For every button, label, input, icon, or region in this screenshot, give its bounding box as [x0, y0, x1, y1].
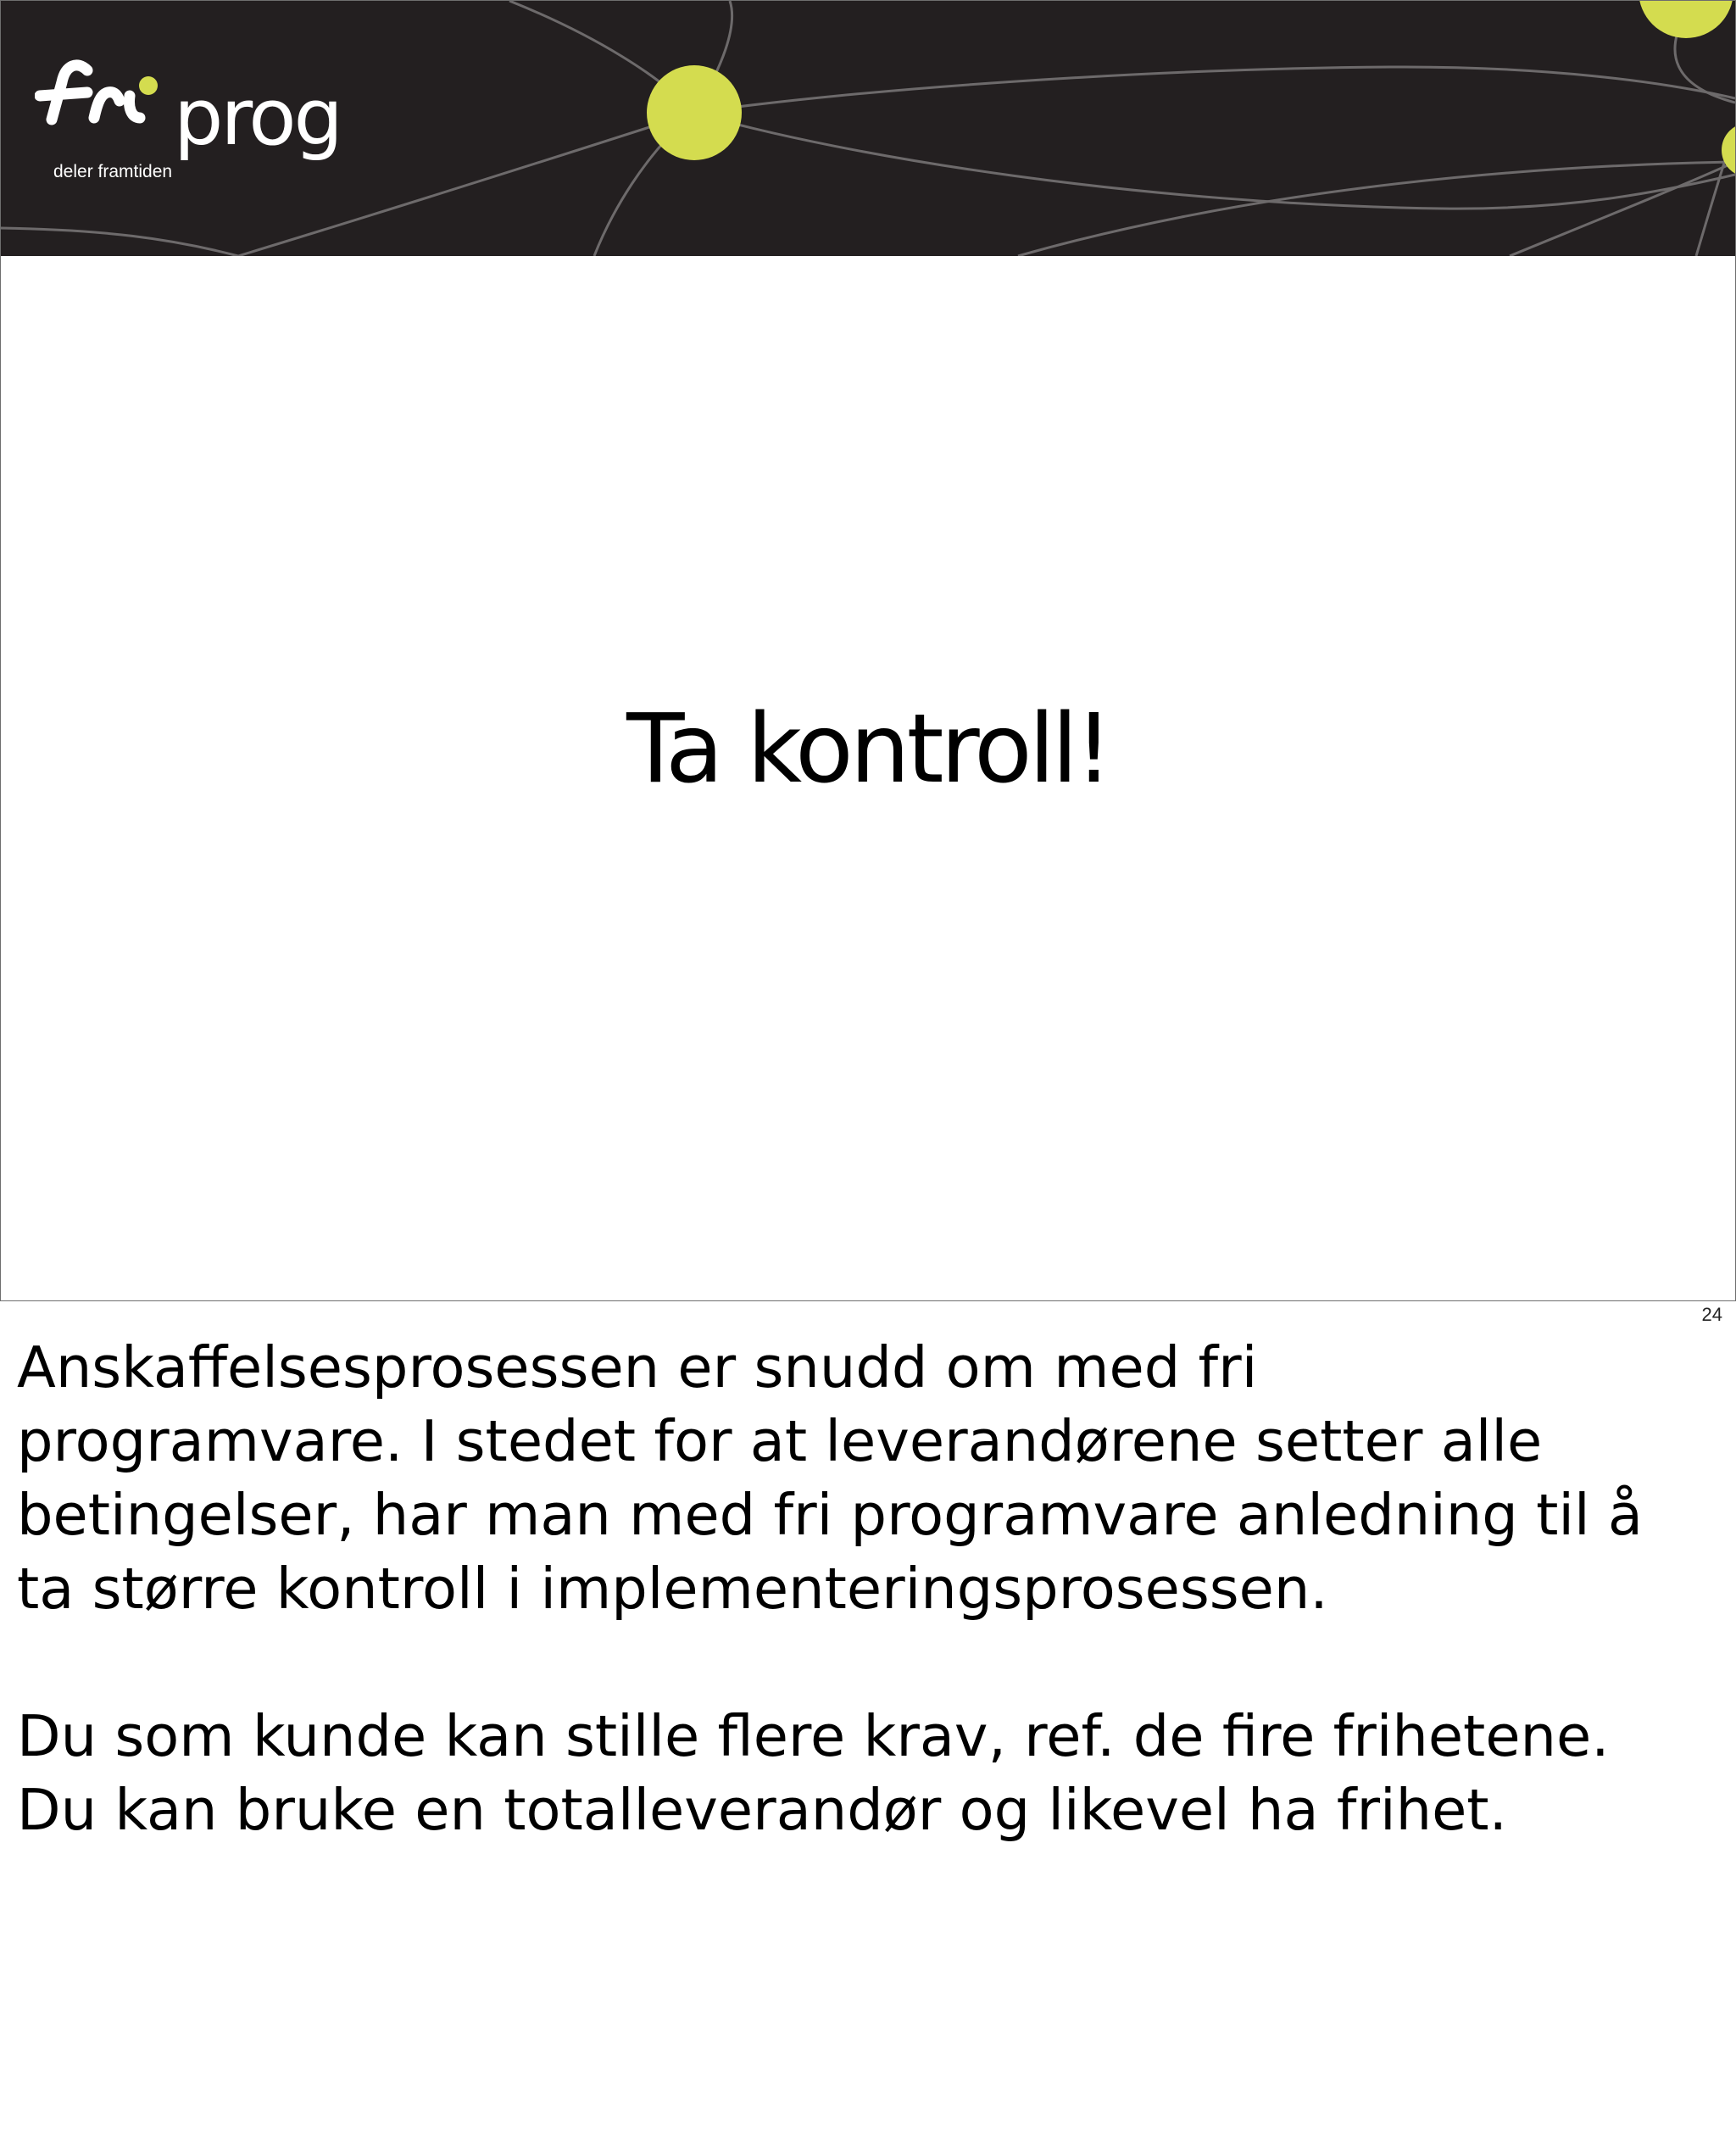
friprog-logo [35, 42, 357, 194]
logo-prog-text: prog [174, 72, 341, 163]
friprog-logo-icon [35, 42, 179, 143]
notes-paragraph: Anskaffelsesprosessen er snudd om med fri programvare. I stedet for at leverandørene setter alle betingelser, har man med fri programvare anledning til å ta større kontroll i implementeringsprosessen. [17, 1334, 1643, 1622]
header-banner [1, 1, 1735, 256]
accent-dot [647, 65, 742, 160]
accent-dot [1722, 123, 1735, 177]
notes-paragraph: Du som kunde kan stille flere krav, ref. de fire frihetene. Du kan bruke en totalleverandør og likevel ha frihet. [17, 1703, 1610, 1843]
accent-dot [1639, 1, 1733, 38]
slide-title: Ta kontroll! [626, 694, 1110, 805]
page-number: 24 [1701, 1304, 1722, 1325]
logo-tagline: deler framtiden [53, 162, 173, 181]
speaker-notes [17, 1331, 1721, 1921]
